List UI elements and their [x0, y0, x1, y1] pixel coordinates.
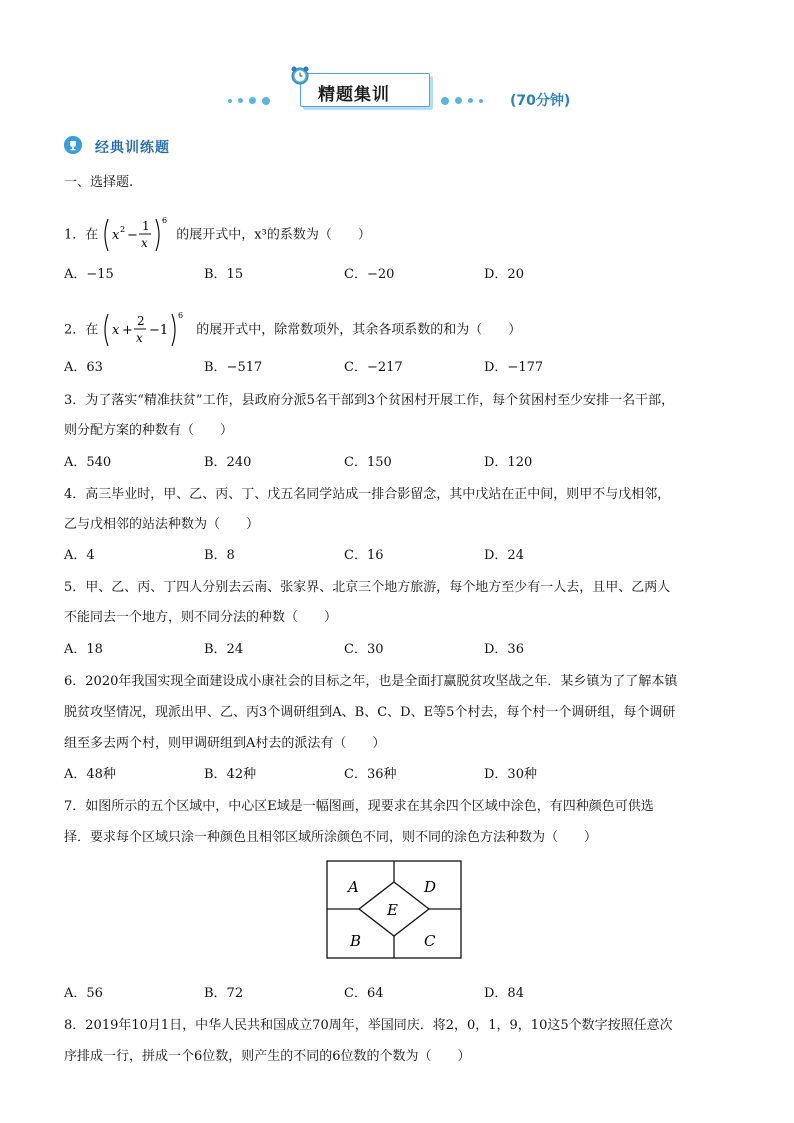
part-heading: 一、选择题.: [64, 175, 134, 190]
region-diagram: [326, 860, 462, 960]
q2-option-c[interactable]: C．−217: [344, 360, 403, 375]
q3-option-d[interactable]: D．120: [484, 455, 533, 470]
q1-option-a[interactable]: A．−15: [64, 267, 114, 282]
question-6-line-1: 6．2020年我国实现全面建设成小康社会的目标之年，也是全面打赢脱贫攻坚战之年．某乡镇为了了解本镇: [64, 674, 678, 689]
region-label-c: C: [424, 932, 436, 950]
question-1-prefix: 1．在: [64, 227, 99, 243]
question-5-line-2: 不能同去一个地方，则不同分法的种数（ ）: [64, 610, 338, 625]
q6-option-a[interactable]: A．48种: [64, 767, 116, 782]
svg-text:x: x: [112, 323, 120, 338]
q3-option-c[interactable]: C．150: [344, 455, 392, 470]
question-4-line-1: 4．高三毕业时，甲、乙、丙、丁、戊五名同学站成一排合影留念，其中戊站在正中间，则甲不与戊相邻，: [64, 487, 671, 502]
header-dots-right: [441, 93, 489, 105]
time-limit: (70分钟): [510, 93, 571, 109]
alarm-clock-icon: [289, 64, 311, 86]
svg-text:6: 6: [162, 216, 168, 225]
question-2: [64, 310, 521, 350]
svg-text:2: 2: [120, 225, 126, 234]
q1-option-c[interactable]: C．−20: [344, 267, 395, 282]
question-6-line-2: 脱贫攻坚情况，现派出甲、乙、丙3个调研组到A、B、C、D、E等5个村去，每个村一个调研组，每个调研: [64, 705, 676, 720]
q7-option-b[interactable]: B．72: [204, 986, 244, 1001]
q2-option-a[interactable]: A．63: [64, 360, 103, 375]
svg-text:−: −: [127, 228, 139, 243]
question-7-line-2: 择．要求每个区域只涂一种颜色且相邻区域所涂颜色不同，则不同的涂色方法种数为（ ）: [64, 830, 598, 845]
question-1-formula: [102, 215, 172, 255]
q4-option-d[interactable]: D．24: [484, 548, 524, 563]
question-4-line-2: 乙与戊相邻的站法种数为（ ）: [64, 517, 260, 532]
q6-option-c[interactable]: C．36种: [344, 767, 397, 782]
question-8-line-2: 序排成一行，拼成一个6位数，则产生的不同的6位数的个数为（ ）: [64, 1049, 471, 1064]
q2-option-d[interactable]: D．−177: [484, 360, 544, 375]
question-5-line-1: 5．甲、乙、丙、丁四人分别去云南、张家界、北京三个地方旅游，每个地方至少有一人去，且甲、乙两人: [64, 580, 671, 595]
header-dots-left: [228, 93, 276, 105]
q6-option-b[interactable]: B．42种: [204, 767, 257, 782]
question-7-line-1: 7．如图所示的五个区域中，中心区E域是一幅图画，现要求在其余四个区域中涂色，有四种颜色可供选: [64, 799, 654, 814]
q5-option-b[interactable]: B．24: [204, 642, 244, 657]
page-title: 精题集训: [318, 85, 390, 105]
q3-option-a[interactable]: A．540: [64, 455, 112, 470]
q6-option-d[interactable]: D．30种: [484, 767, 537, 782]
svg-text:2: 2: [137, 314, 145, 328]
q1-option-d[interactable]: D．20: [484, 267, 524, 282]
question-6-line-3: 组至多去两个村，则甲调研组到A村去的派法有（ ）: [64, 736, 386, 751]
svg-text:x: x: [112, 228, 120, 243]
svg-text:x: x: [136, 331, 144, 345]
q7-option-c[interactable]: C．64: [344, 986, 384, 1001]
q3-option-b[interactable]: B．240: [204, 455, 252, 470]
q4-option-c[interactable]: C．16: [344, 548, 384, 563]
svg-text:x: x: [141, 236, 149, 250]
svg-text:6: 6: [178, 311, 184, 320]
question-1: [64, 215, 371, 255]
q5-option-c[interactable]: C．30: [344, 642, 384, 657]
question-2-formula: [102, 310, 192, 350]
svg-text:−1: −1: [149, 323, 169, 338]
question-8-line-1: 8．2019年10月1日，中华人民共和国成立70周年，举国同庆．将2，0，1，9，10这5个数字按照任意次: [64, 1018, 673, 1033]
question-1-text: 的展开式中，x³的系数为（ ）: [176, 227, 371, 243]
svg-text:+: +: [122, 323, 134, 338]
q1-option-b[interactable]: B．15: [204, 267, 244, 282]
q2-option-b[interactable]: B．−517: [204, 360, 263, 375]
q5-option-d[interactable]: D．36: [484, 642, 524, 657]
region-label-b: B: [350, 932, 362, 950]
q5-option-a[interactable]: A．18: [64, 642, 103, 657]
q4-option-a[interactable]: A．4: [64, 548, 95, 563]
section-title: 经典训练题: [95, 140, 170, 156]
q7-option-d[interactable]: D．84: [484, 986, 524, 1001]
question-3-line-2: 则分配方案的种数有（ ）: [64, 423, 234, 438]
question-3-line-1: 3．为了落实“精准扶贫”工作，县政府分派5名干部到3个贫困村开展工作，每个贫困村至少安排一名干部，: [64, 393, 675, 408]
region-label-d: D: [424, 878, 437, 896]
region-label-e: E: [387, 901, 398, 919]
svg-text:1: 1: [142, 219, 150, 233]
trophy-icon: [64, 136, 82, 154]
region-label-a: A: [348, 878, 359, 896]
question-2-text: 的展开式中，除常数项外，其余各项系数的和为（ ）: [196, 322, 522, 338]
q4-option-b[interactable]: B．8: [204, 548, 235, 563]
question-2-prefix: 2．在: [64, 322, 99, 338]
q7-option-a[interactable]: A．56: [64, 986, 103, 1001]
